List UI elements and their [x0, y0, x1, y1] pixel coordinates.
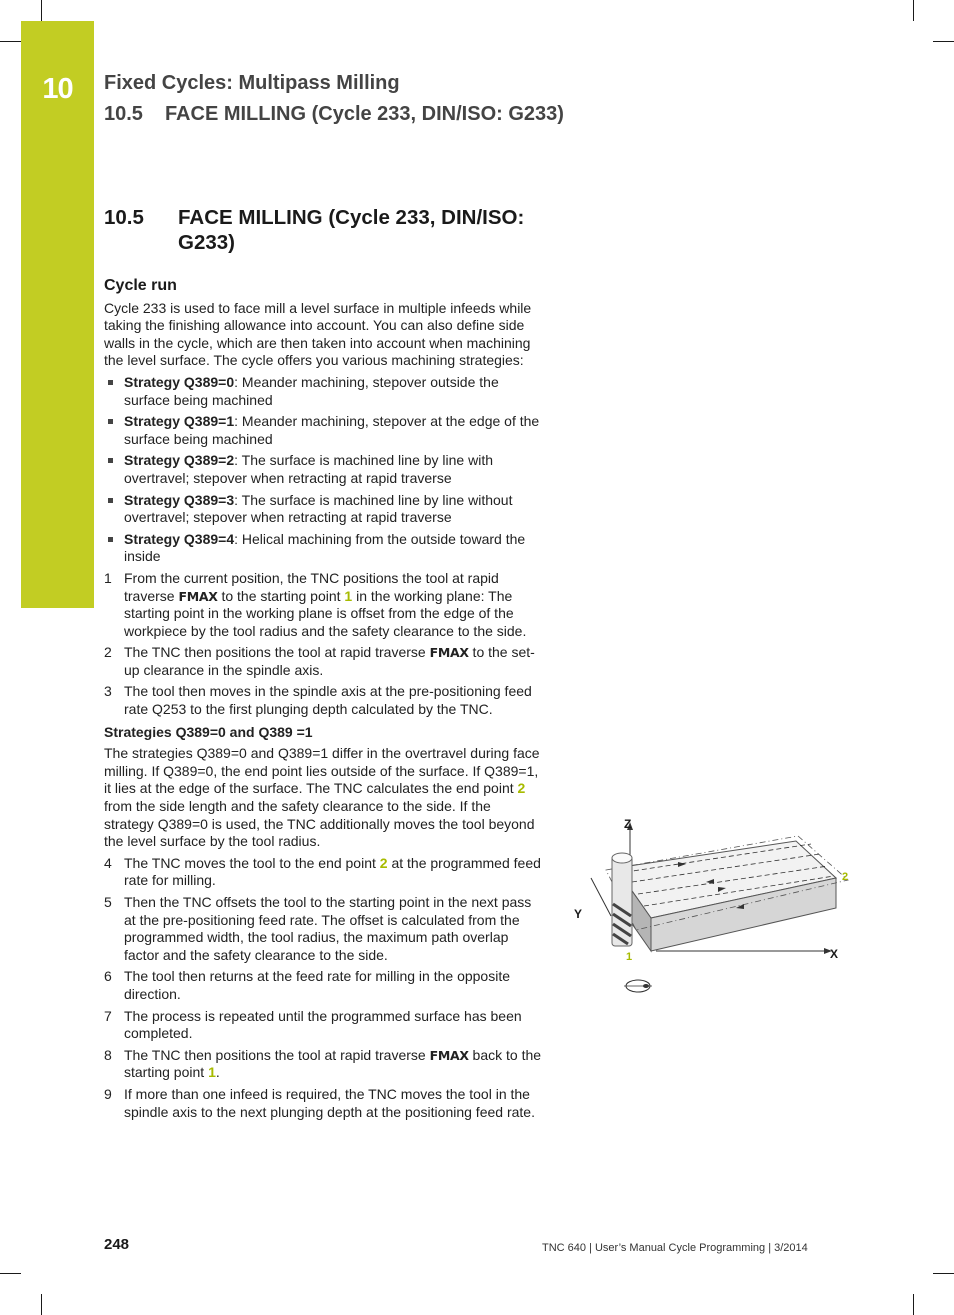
axis-label-x: X	[830, 947, 839, 961]
section-number: 10.5	[104, 206, 144, 229]
milling-tool	[612, 856, 632, 946]
page-number: 248	[104, 1236, 130, 1253]
tool-top	[612, 853, 632, 863]
footer-info: TNC 640 | User’s Manual Cycle Programming | 3/2014	[542, 1242, 808, 1254]
crop-mark	[0, 41, 21, 42]
face-milling-figure	[566, 806, 866, 1006]
crop-mark	[41, 1294, 42, 1315]
list-item: 9 If more than one infeed is required, the TNC moves the tool in the spindle axis to the next plunging depth at the positioning feed rate.	[104, 1085, 535, 1120]
y-axis	[591, 878, 611, 916]
list-item: 2 The TNC then positions the tool at rapid traverse FMAX to the set-up clearance in the spindle axis.	[104, 644, 535, 678]
cycle-run-heading: Cycle run	[104, 277, 177, 294]
running-header-section: 10.5 FACE MILLING (Cycle 233, DIN/ISO: G233)	[104, 103, 564, 125]
list-item: 7 The process is repeated until the programmed surface has been completed.	[104, 1007, 522, 1042]
chapter-number: 10	[42, 73, 73, 105]
axis-label-z: Z	[624, 817, 632, 831]
list-item: Strategy Q389=4: Helical machining from the outside toward the inside	[104, 531, 544, 566]
cycle-run-intro: Cycle 233 is used to face mill a level surface in multiple infeeds while taking the finishing allowance into account. You can also define side walls in the cycle, which are then taken into account when machining the level surface. The cycle offers you various machining strategies:	[104, 299, 532, 369]
tool-center-dot	[643, 984, 649, 988]
chapter-tab	[21, 21, 94, 608]
list-item: 3 The tool then moves in the spindle axis at the pre-positioning feed rate Q253 to the first plunging depth calculated by the TNC.	[104, 683, 532, 718]
strategies-heading: Strategies Q389=0 and Q389 =1	[104, 723, 313, 740]
crop-mark	[913, 0, 914, 21]
section-title: FACE MILLING (Cycle 233, DIN/ISO: G233)	[178, 206, 525, 254]
list-item: 8 The TNC then positions the tool at rapid traverse FMAX back to the starting point 1.	[104, 1046, 542, 1081]
strategy-list	[104, 374, 544, 566]
list-item: 5 Then the TNC offsets the tool to the starting point in the next pass at the pre-positioning feed rate. The offset is calculated from the programmed width, the tool radius, the maximum path overlap factor and the safety clearance to the side.	[104, 894, 532, 963]
running-header-chapter: Fixed Cycles: Multipass Milling	[104, 72, 400, 94]
list-item: Strategy Q389=2: The surface is machined line by line with overtravel; stepover when retracting at rapid traverse	[104, 452, 544, 487]
list-item: Strategy Q389=3: The surface is machined line by line without overtravel; stepover when retracting at rapid traverse	[104, 492, 544, 527]
axis-label-y: Y	[574, 907, 583, 921]
list-item: 6 The tool then returns at the feed rate for milling in the opposite direction.	[104, 968, 511, 1002]
crop-mark	[933, 1273, 954, 1274]
crop-mark	[41, 0, 42, 21]
list-item: Strategy Q389=1: Meander machining, stepover at the edge of the surface being machined	[104, 413, 544, 448]
crop-mark	[933, 41, 954, 42]
list-item: 1 From the current position, the TNC positions the tool at rapid traverse FMAX to the starting point 1 in the working plane: The starting point in the working plane is offset from the edge of the workpiece by the tool radius and the safety clearance to the side.	[104, 569, 527, 639]
strategies-paragraph: The strategies Q389=0 and Q389=1 differ in the overtravel during face milling. If Q389=0, the end point lies outside of the surface. If Q389=1, it lies at the edge of the surface. The TNC calculates the end point 2 from the side length and the safety clearance to the side. If the strategy Q389=0 is used, the TNC additionally moves the tool beyond the level surface by the tool radius.	[104, 745, 540, 850]
point-1-label: 1	[626, 951, 633, 963]
crop-mark	[913, 1294, 914, 1315]
steps-list-2	[104, 855, 544, 1121]
body-text	[104, 277, 544, 1125]
list-item: 4 The TNC moves the tool to the end point 2 at the programmed feed rate for milling.	[104, 854, 541, 889]
crop-mark	[0, 1273, 21, 1274]
list-item: Strategy Q389=0: Meander machining, stepover outside the surface being machined	[104, 374, 544, 409]
point-2-label: 2	[842, 871, 849, 883]
steps-list	[104, 570, 544, 719]
